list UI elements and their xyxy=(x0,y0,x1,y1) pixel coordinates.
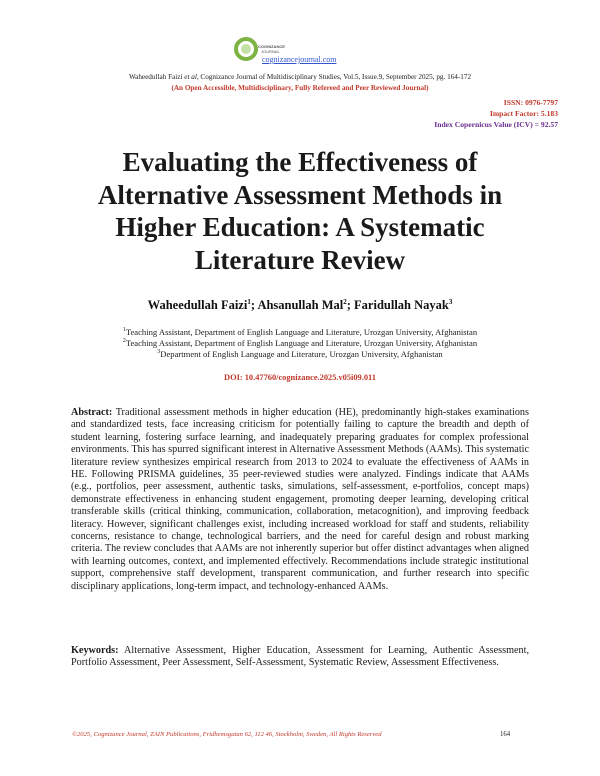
icv-value: Index Copernicus Value (ICV) = 92.57 xyxy=(434,120,558,129)
issn: ISSN: 0976-7797 xyxy=(503,98,558,107)
footer-copyright: ©2025, Cognizance Journal, ZAIN Publications, Fridhemsgatan 62, 112 46, Stockholm, Sweden, All Rights Reserved xyxy=(72,731,382,738)
keywords-text: Alternative Assessment, Higher Education, Assessment for Learning, Authentic Assessment, Portfolio Assessment, Peer Assessment, Self-Assessment, Systematic Review, Assessment Effectiveness. xyxy=(71,645,530,669)
abstract-text: Traditional assessment methods in higher education (HE), predominantly high-stakes examinations and standardized tests, face increasing criticism for potentially failing to capture the breadth and depth of student learning, fostering surface learning, and inadequately preparing graduates for complex professional environments. This has spurred significant interest in Alternative Assessment Methods (AAMs). This systematic literature review synthesizes empirical research from 2013 to 2024 to evaluate the effectiveness of AAMs in HE. Following PRISMA guidelines, 35 peer-reviewed studies were analyzed. Findings indicate that AAMs (e.g., portfolios, peer assessment, authentic tasks, simulations, self-assessment, e-portfolios, concept maps) demonstrate effectiveness in enhancing student engagement, promoting deeper learning, developing critical transferable skills (critical thinking, communication, collaboration, metacognition), and improving feedback literacy. However, significant challenges exist, including increased workload for staff and students, reliability concerns, resistance to change, technological barriers, and the need for careful design and robust marking criteria. The review concludes that AAMs are not inherently superior but offer distinct advantages when aligned with learning outcomes, context, and implemented effectively. Recommendations include strategic institutional support, comprehensive staff development, transparent communication, and further research into specific disciplinary applications, long-term impact, and technology-enhanced AAMs. xyxy=(71,407,529,592)
author-3: Faridullah Nayak$^3$ xyxy=(354,298,453,313)
author-list xyxy=(0,298,600,313)
open-access-note: (An Open Accessible, Multidisciplinary, Fully Refereed and Peer Reviewed Journal) xyxy=(171,84,429,92)
citation-rest: Cognizance Journal of Multidisciplinary Studies, Vol.5, Issue.9, September 2025, pg. 164-172 xyxy=(200,73,472,81)
citation-author: Waheedullah Faizi xyxy=(128,73,183,81)
affiliation-1: $^1$Teaching Assistant, Department of English Language and Literature, Urozgan University, Afghanistan xyxy=(122,327,478,337)
logo-text-2: JOURNAL xyxy=(261,49,280,54)
paper-title: Evaluating the Effectiveness of Alternative Assessment Methods in Higher Education: A Systematic Literature Review xyxy=(97,147,503,275)
author-2: Ahsanullah Mal$^2$; xyxy=(257,298,355,313)
author-1: Waheedullah Faizi$^1$; xyxy=(147,298,258,313)
affiliation-2: $^2$Teaching Assistant, Department of English Language and Literature, Urozgan University, Afghanistan xyxy=(122,338,478,348)
logo-text-1: COGNIZANCE xyxy=(258,44,285,49)
doi-link[interactable]: DOI: 10.47760/cognizance.2025.v05i09.011 xyxy=(224,373,376,382)
journal-site-link[interactable]: cognizancejournal.com xyxy=(262,55,337,64)
affiliation-3: $^3$Department of English Language and Literature, Urozgan University, Afghanistan xyxy=(157,349,443,359)
citation-line xyxy=(0,73,600,81)
keywords xyxy=(71,645,529,670)
abstract-label: Abstract: xyxy=(71,407,113,418)
impact-factor: Impact Factor: 5.183 xyxy=(489,109,558,118)
keywords-label: Keywords: xyxy=(71,645,119,656)
abstract xyxy=(71,407,529,593)
page-number: 164 xyxy=(500,731,511,738)
citation-etal: et al, xyxy=(184,73,199,81)
